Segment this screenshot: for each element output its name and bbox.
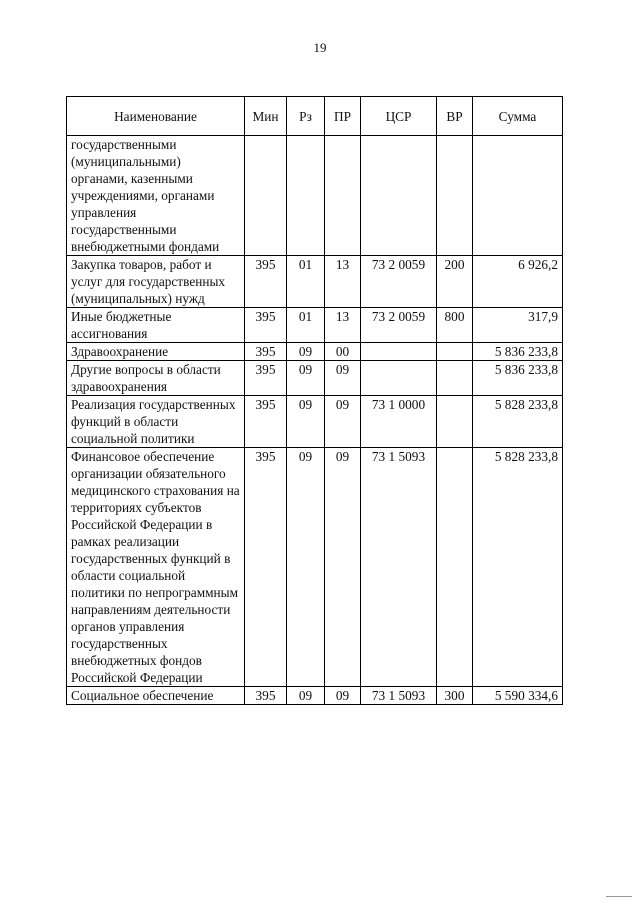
row-csr bbox=[361, 361, 437, 396]
header-pr: ПР bbox=[325, 97, 361, 136]
row-name: Другие вопросы в области здравоохранения bbox=[67, 361, 245, 396]
row-min: 395 bbox=[245, 361, 287, 396]
table-row bbox=[67, 361, 563, 396]
row-pr: 09 bbox=[325, 361, 361, 396]
header-name: Наименование bbox=[67, 97, 245, 136]
row-sum: 317,9 bbox=[473, 308, 563, 343]
row-sum: 5 836 233,8 bbox=[473, 361, 563, 396]
row-name: государственными (муниципальными) органами, казенными учреждениями, органами управления государственными внебюджетными фондами bbox=[67, 136, 245, 256]
header-sum: Сумма bbox=[473, 97, 563, 136]
row-vr bbox=[437, 396, 473, 448]
row-rz: 09 bbox=[287, 343, 325, 361]
row-rz: 09 bbox=[287, 448, 325, 687]
row-min: 395 bbox=[245, 687, 287, 705]
row-vr: 300 bbox=[437, 687, 473, 705]
row-sum: 5 836 233,8 bbox=[473, 343, 563, 361]
table-header-row bbox=[67, 97, 563, 136]
row-vr: 800 bbox=[437, 308, 473, 343]
table-row bbox=[67, 308, 563, 343]
row-rz: 01 bbox=[287, 256, 325, 308]
row-min: 395 bbox=[245, 308, 287, 343]
table-row bbox=[67, 343, 563, 361]
row-min: 395 bbox=[245, 343, 287, 361]
row-vr bbox=[437, 361, 473, 396]
row-min: 395 bbox=[245, 396, 287, 448]
row-rz: 09 bbox=[287, 687, 325, 705]
row-name: Социальное обеспечение bbox=[67, 687, 245, 705]
row-csr: 73 1 5093 bbox=[361, 448, 437, 687]
row-vr: 200 bbox=[437, 256, 473, 308]
row-vr bbox=[437, 343, 473, 361]
row-name: Закупка товаров, работ и услуг для государственных (муниципальных) нужд bbox=[67, 256, 245, 308]
row-pr bbox=[325, 136, 361, 256]
row-min: 395 bbox=[245, 448, 287, 687]
row-name: Финансовое обеспечение организации обязательного медицинского страхования на территориях субъектов Российской Федерации в рамках реализации государственных функций в области социальной политики по непрограммным направлениям деятельности органов управления государственных внебюджетных фондов Российской Федерации bbox=[67, 448, 245, 687]
row-name: Иные бюджетные ассигнования bbox=[67, 308, 245, 343]
page-number: 19 bbox=[313, 40, 327, 55]
header-csr: ЦСР bbox=[361, 97, 437, 136]
row-sum: 5 828 233,8 bbox=[473, 448, 563, 687]
row-sum: 6 926,2 bbox=[473, 256, 563, 308]
row-name: Здравоохранение bbox=[67, 343, 245, 361]
row-pr: 09 bbox=[325, 687, 361, 705]
row-pr: 00 bbox=[325, 343, 361, 361]
row-rz: 09 bbox=[287, 361, 325, 396]
row-rz: 01 bbox=[287, 308, 325, 343]
header-rz: Рз bbox=[287, 97, 325, 136]
table-row bbox=[67, 687, 563, 705]
scan-corner-mark bbox=[606, 896, 632, 899]
row-sum bbox=[473, 136, 563, 256]
row-pr: 13 bbox=[325, 308, 361, 343]
row-name: Реализация государственных функций в области социальной политики bbox=[67, 396, 245, 448]
row-rz: 09 bbox=[287, 396, 325, 448]
table-row bbox=[67, 136, 563, 256]
row-vr bbox=[437, 136, 473, 256]
table-row bbox=[67, 448, 563, 687]
row-min bbox=[245, 136, 287, 256]
row-sum: 5 828 233,8 bbox=[473, 396, 563, 448]
header-vr: ВР bbox=[437, 97, 473, 136]
row-pr: 09 bbox=[325, 448, 361, 687]
budget-table bbox=[66, 96, 563, 705]
row-pr: 09 bbox=[325, 396, 361, 448]
row-pr: 13 bbox=[325, 256, 361, 308]
header-min: Мин bbox=[245, 97, 287, 136]
row-sum: 5 590 334,6 bbox=[473, 687, 563, 705]
row-csr bbox=[361, 343, 437, 361]
row-csr: 73 1 0000 bbox=[361, 396, 437, 448]
row-csr: 73 2 0059 bbox=[361, 256, 437, 308]
row-csr: 73 1 5093 bbox=[361, 687, 437, 705]
row-csr: 73 2 0059 bbox=[361, 308, 437, 343]
row-min: 395 bbox=[245, 256, 287, 308]
row-rz bbox=[287, 136, 325, 256]
row-vr bbox=[437, 448, 473, 687]
table-row bbox=[67, 256, 563, 308]
table-row bbox=[67, 396, 563, 448]
row-csr bbox=[361, 136, 437, 256]
